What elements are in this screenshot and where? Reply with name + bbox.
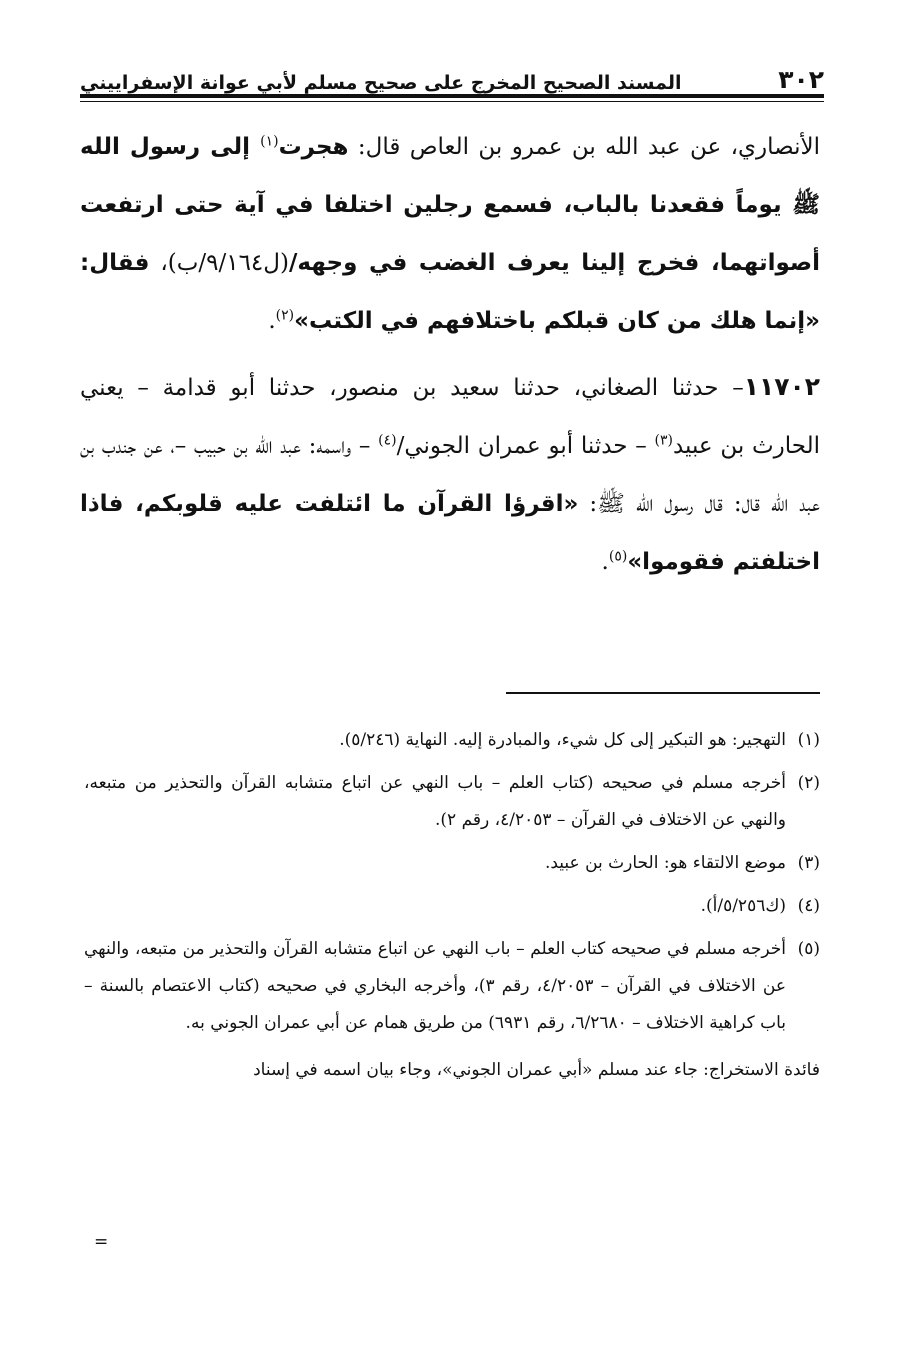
page-header [80,58,824,94]
bold-run: هجرت [278,134,349,160]
continuation-mark: = [94,1232,109,1252]
footnote-ref-1[interactable]: (١) [260,133,279,150]
footnotes [84,722,820,1089]
footnote-text: أخرجه مسلم في صحيحه (كتاب العلم – باب النهي عن اتباع متشابه القرآن والتحذير من متبعه، والنهي عن الاختلاف في القرآن – ٤/٢٠٥٣، رقم ٢). [84,773,786,830]
footnote-number: (١) [797,730,820,750]
footnote-number: (٥) [797,939,820,959]
footnote-text: أخرجه مسلم في صحيحه كتاب العلم – باب النهي عن اتباع متشابه القرآن والتحذير من متبعه، والنهي عن الاختلاف في القرآن – ٤/٢٠٥٣، رقم ٣)، وأخرجه البخاري في صحيحه (كتاب الاعتصام بالسنة – باب كراهية الاختلاف – ٦/٢٦٨٠، رقم ٦٩٣١) من طريق همام عن أبي عمران الجوني به. [84,939,786,1033]
footnote-4 [84,888,820,925]
header-rule-thick [80,94,824,98]
footnote-number: (٢) [797,773,820,793]
text-run: – حدثنا أبو عمران الجوني/ [396,433,655,459]
manuscript-ref: (ل٩/١٦٤/ب)، [149,250,289,276]
extraction-note: فائدة الاستخراج: جاء عند مسلم «أبي عمران الجوني»، وجاء بيان اسمه في إسناد [253,1060,820,1080]
footnote-text: (ك٥/٢٥٦/أ). [700,896,786,916]
footnote-number: (٤) [797,896,820,916]
footnote-text: التهجير: هو التبكير إلى كل شيء، والمبادرة إليه. النهاية (٥/٢٤٦). [339,730,786,750]
text-run: – واسمه: عبد الله بن حبيب –، عن جندب بن عبد الله قال: قال رسول الله ﷺ: [80,433,820,517]
main-text [80,118,820,591]
bold-run: فقال: «إنما هلك من كان قبلكم باختلافهم في الكتب» [80,250,820,334]
footnote-ref-3[interactable]: (٣) [654,432,673,449]
running-title: المسند الصحيح المخرج على صحيح مسلم لأبي عوانة الإسفراييني [80,72,682,94]
text-run: . [268,308,276,334]
text-run: – حدثنا الصغاني، حدثنا سعيد بن منصور، حدثنا أبو قدامة – يعني الحارث بن عبيد [80,375,821,459]
paragraph-hadith-1 [80,118,820,350]
bold-run: «اقرؤا القرآن ما ائتلفت عليه قلوبكم، فاذا اختلفتم فقوموا» [80,491,820,575]
footnote-5 [84,931,820,1042]
paragraph-hadith-11702 [80,358,820,591]
footnote-ref-4[interactable]: (٤) [378,432,397,449]
footnote-3 [84,845,820,882]
bold-run: إلى رسول الله ﷺ يوماً فقعدنا بالباب، فسمع رجلين اختلفا في آية حتى ارتفعت أصواتهما، فخرج إلينا يعرف الغضب في وجهه/ [80,134,821,276]
hadith-number: ١١٧٠٢ [743,372,820,401]
text-run: . [601,549,609,575]
text-run: الأنصاري، عن عبد الله بن عمرو بن العاص قال: [348,134,820,160]
footnote-number: (٣) [797,853,820,873]
footnote-ref-2[interactable]: (٢) [275,307,295,324]
page-number: ٣٠٢ [778,65,824,94]
footnote-2 [84,765,820,839]
footnote-1 [84,722,820,759]
footnote-ref-5[interactable]: (٥) [608,548,628,565]
footnote-text: موضع الالتقاء هو: الحارث بن عبيد. [544,853,786,873]
footnote-separator [506,692,820,694]
header-rule-thin [80,101,824,102]
